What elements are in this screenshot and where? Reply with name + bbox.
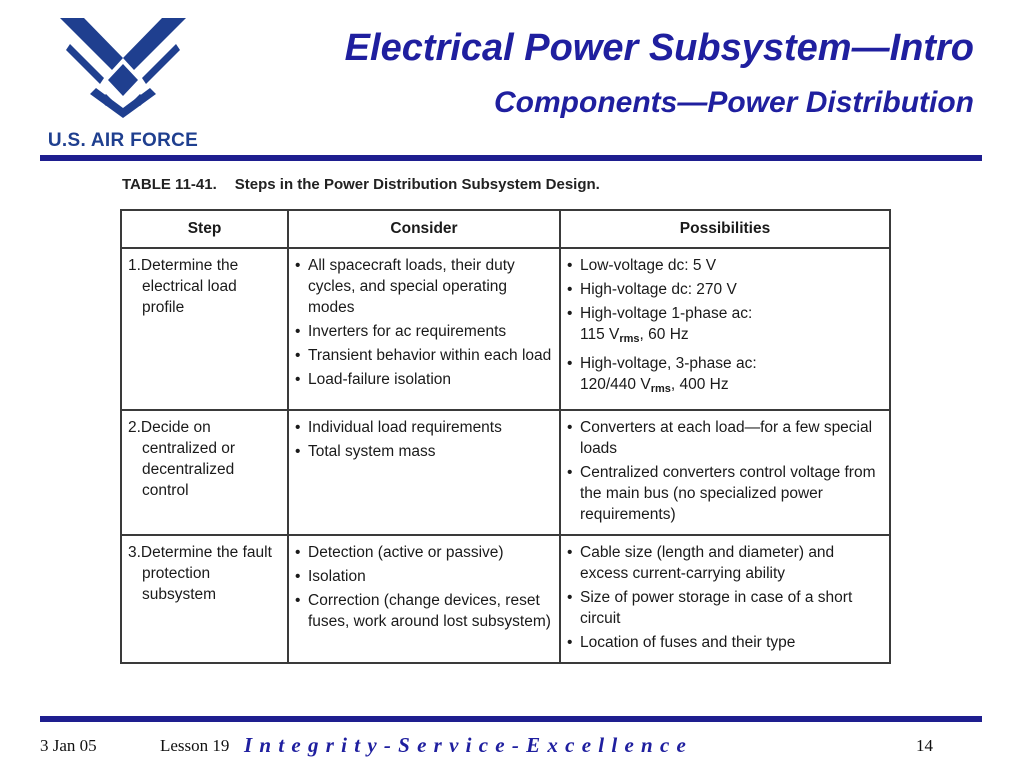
header-possibilities: Possibilities (560, 210, 890, 248)
step-cell (121, 535, 288, 663)
possibility-text: Cable size (length and diameter) and excess current-carrying ability (580, 544, 835, 582)
possibility-item (567, 303, 883, 350)
possibilities-cell (560, 248, 890, 410)
possibilities-cell (560, 410, 890, 535)
possibilities-list (567, 542, 883, 653)
consider-item: • Detection (active or passive) (295, 542, 553, 563)
possibility-text: High-voltage dc: 270 V (580, 281, 737, 298)
table-row (121, 410, 890, 535)
possibility-item (567, 587, 883, 629)
possibility-item (567, 353, 883, 400)
possibilities-list (567, 255, 883, 400)
header-divider (40, 155, 982, 161)
table-body (121, 248, 890, 663)
step-text: 3.Determine the fault protection subsystem (128, 544, 272, 603)
header-step: Step (121, 210, 288, 248)
consider-item: • Load-failure isolation (295, 369, 553, 390)
consider-item: • Total system mass (295, 441, 553, 462)
consider-list (295, 542, 553, 632)
slide-title: Electrical Power Subsystem—Intro (344, 27, 974, 69)
possibility-item (567, 255, 883, 276)
air-force-logo (38, 14, 208, 149)
footer-motto: I n t e g r i t y - S e r v i c e - E x c e l l e n c e (244, 733, 687, 757)
power-distribution-table (120, 209, 891, 664)
consider-cell (288, 535, 560, 663)
possibility-text: High-voltage, 3-phase ac: 120/440 $V_{rms}$, 400 Hz (580, 355, 757, 395)
possibility-text: High-voltage 1-phase ac: 115 $V_{rms}$, 60 Hz (580, 305, 753, 345)
slide-subtitle: Components—Power Distribution (494, 86, 974, 119)
table-caption-text: Steps in the Power Distribution Subsystem Design. (234, 176, 600, 193)
possibility-text: Converters at each load—for a few special loads (580, 419, 873, 457)
table-header-row (121, 210, 890, 248)
consider-cell (288, 410, 560, 535)
consider-list (295, 417, 553, 462)
consider-item: • Correction (change devices, reset fuses, work around lost subsystem) (295, 590, 553, 632)
possibility-item (567, 462, 883, 525)
possibility-text: Low-voltage dc: 5 V (580, 257, 717, 274)
possibilities-list (567, 417, 883, 525)
consider-item: • Inverters for ac requirements (295, 321, 553, 342)
step-text: 2.Decide on centralized or decentralized control (128, 419, 236, 499)
possibility-item (567, 417, 883, 459)
table-row (121, 535, 890, 663)
logo-text: U.S. AIR FORCE (47, 130, 199, 151)
possibility-text: Centralized converters control voltage from the main bus (no specialized power requirements) (580, 464, 876, 523)
step-text: 1.Determine the electrical load profile (128, 257, 239, 316)
footer-date: 3 Jan 05 (40, 736, 97, 755)
footer-lesson: Lesson 19 (160, 736, 230, 755)
consider-item: • Individual load requirements (295, 417, 553, 438)
step-cell (121, 248, 288, 410)
footer-divider (40, 716, 982, 722)
possibility-text: Location of fuses and their type (580, 634, 796, 651)
consider-item: • All spacecraft loads, their duty cycles, and special operating modes (295, 255, 553, 318)
consider-item: • Transient behavior within each load (295, 345, 553, 366)
possibility-item (567, 632, 883, 653)
header-consider: Consider (288, 210, 560, 248)
possibility-text: Size of power storage in case of a short circuit (580, 589, 853, 627)
page-number: 14 (916, 736, 933, 755)
step-cell (121, 410, 288, 535)
consider-list (295, 255, 553, 390)
table-caption (122, 176, 600, 193)
possibility-item (567, 279, 883, 300)
table-caption-number: TABLE 11-41. (122, 176, 217, 193)
possibilities-cell (560, 535, 890, 663)
air-force-symbol-icon (60, 14, 186, 124)
consider-item: • Isolation (295, 566, 553, 587)
table-row (121, 248, 890, 410)
possibility-item (567, 542, 883, 584)
consider-cell (288, 248, 560, 410)
